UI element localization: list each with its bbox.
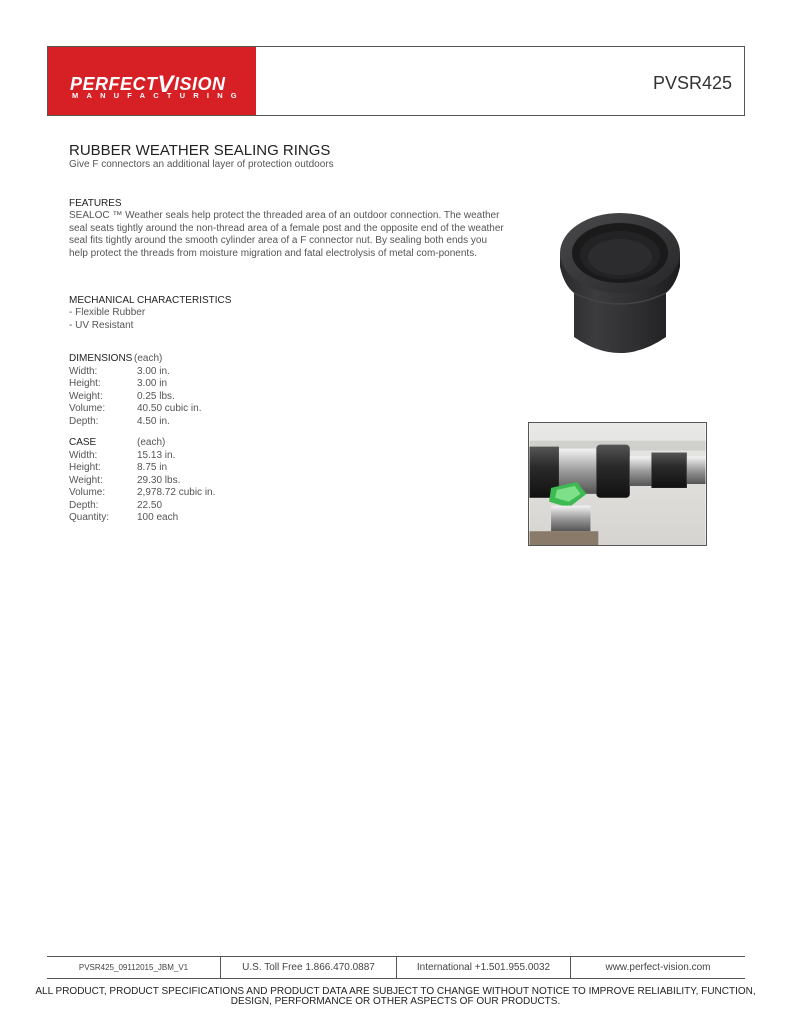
list-item: - UV Resistant bbox=[69, 319, 134, 331]
table-row: Depth: 4.50 in. bbox=[69, 415, 170, 427]
case-table bbox=[69, 437, 215, 525]
table-row: Weight: 0.25 lbs. bbox=[69, 390, 175, 402]
mechanical-list bbox=[69, 307, 145, 332]
website-link[interactable]: www.perfect-vision.com bbox=[570, 957, 745, 978]
table-row: Quantity: 100 each bbox=[69, 512, 179, 523]
logo-wordmark: PERFECTVISION bbox=[70, 71, 226, 98]
table-row: Height: 8.75 in bbox=[69, 462, 168, 473]
toll-free-phone: U.S. Toll Free 1.866.470.0887 bbox=[220, 957, 396, 978]
product-photo-sealing-ring bbox=[550, 205, 690, 362]
product-title: RUBBER WEATHER SEALING RINGS bbox=[69, 142, 331, 159]
table-row: Width: 15.13 in. bbox=[69, 449, 176, 461]
dimensions-heading: DIMENSIONS bbox=[69, 353, 133, 364]
list-item: - Flexible Rubber bbox=[69, 307, 146, 318]
features-text: SEALOC ™ Weather seals help protect the threaded area of an outdoor connection. The weather seal seats tightly around the non-thread area of a female post and the opposite end of the weather seal fits tightly around the smooth cylinder area of a F connector nut. By sealing both ends you help protect the threads from moisture migration and fatal electrolysis of metal com-ponents. bbox=[69, 210, 504, 259]
page-header bbox=[47, 46, 745, 116]
logo-tagline: MANUFACTURING bbox=[72, 91, 245, 100]
product-subtitle: Give F connectors an additional layer of protection outdoors bbox=[69, 159, 334, 170]
legal-disclaimer: ALL PRODUCT, PRODUCT SPECIFICATIONS AND PRODUCT DATA ARE SUBJECT TO CHANGE WITHOUT NOTICE TO IMPROVE RELIABILITY, FUNCTION, DESIGN, PERFORMANCE OR OTHER ASPECTS OF OUR PRODUCTS. bbox=[35, 986, 756, 1007]
table-row: Depth: 22.50 bbox=[69, 499, 163, 511]
dimensions-table bbox=[69, 353, 202, 428]
company-logo bbox=[48, 47, 256, 115]
product-photo-installed bbox=[528, 422, 707, 546]
table-row: Width: 3.00 in. bbox=[69, 365, 170, 377]
case-heading: CASE bbox=[69, 437, 97, 448]
document-id: PVSR425_09112015_JBM_V1 bbox=[78, 963, 189, 972]
table-row: Volume: 40.50 cubic in. bbox=[69, 403, 202, 414]
table-row: Height: 3.00 in bbox=[69, 378, 168, 389]
table-row: Weight: 29.30 lbs. bbox=[69, 474, 181, 486]
part-number: PVSR425 bbox=[652, 73, 732, 93]
table-row: Volume: 2,978.72 cubic in. bbox=[69, 487, 216, 498]
mechanical-heading: MECHANICAL CHARACTERISTICS bbox=[69, 295, 232, 306]
international-phone: International +1.501.955.0032 bbox=[396, 957, 570, 978]
dimensions-unit: (each) bbox=[134, 353, 163, 364]
case-unit: (each) bbox=[137, 437, 166, 448]
footer-contact-bar bbox=[47, 956, 745, 979]
features-heading: FEATURES bbox=[69, 198, 122, 209]
